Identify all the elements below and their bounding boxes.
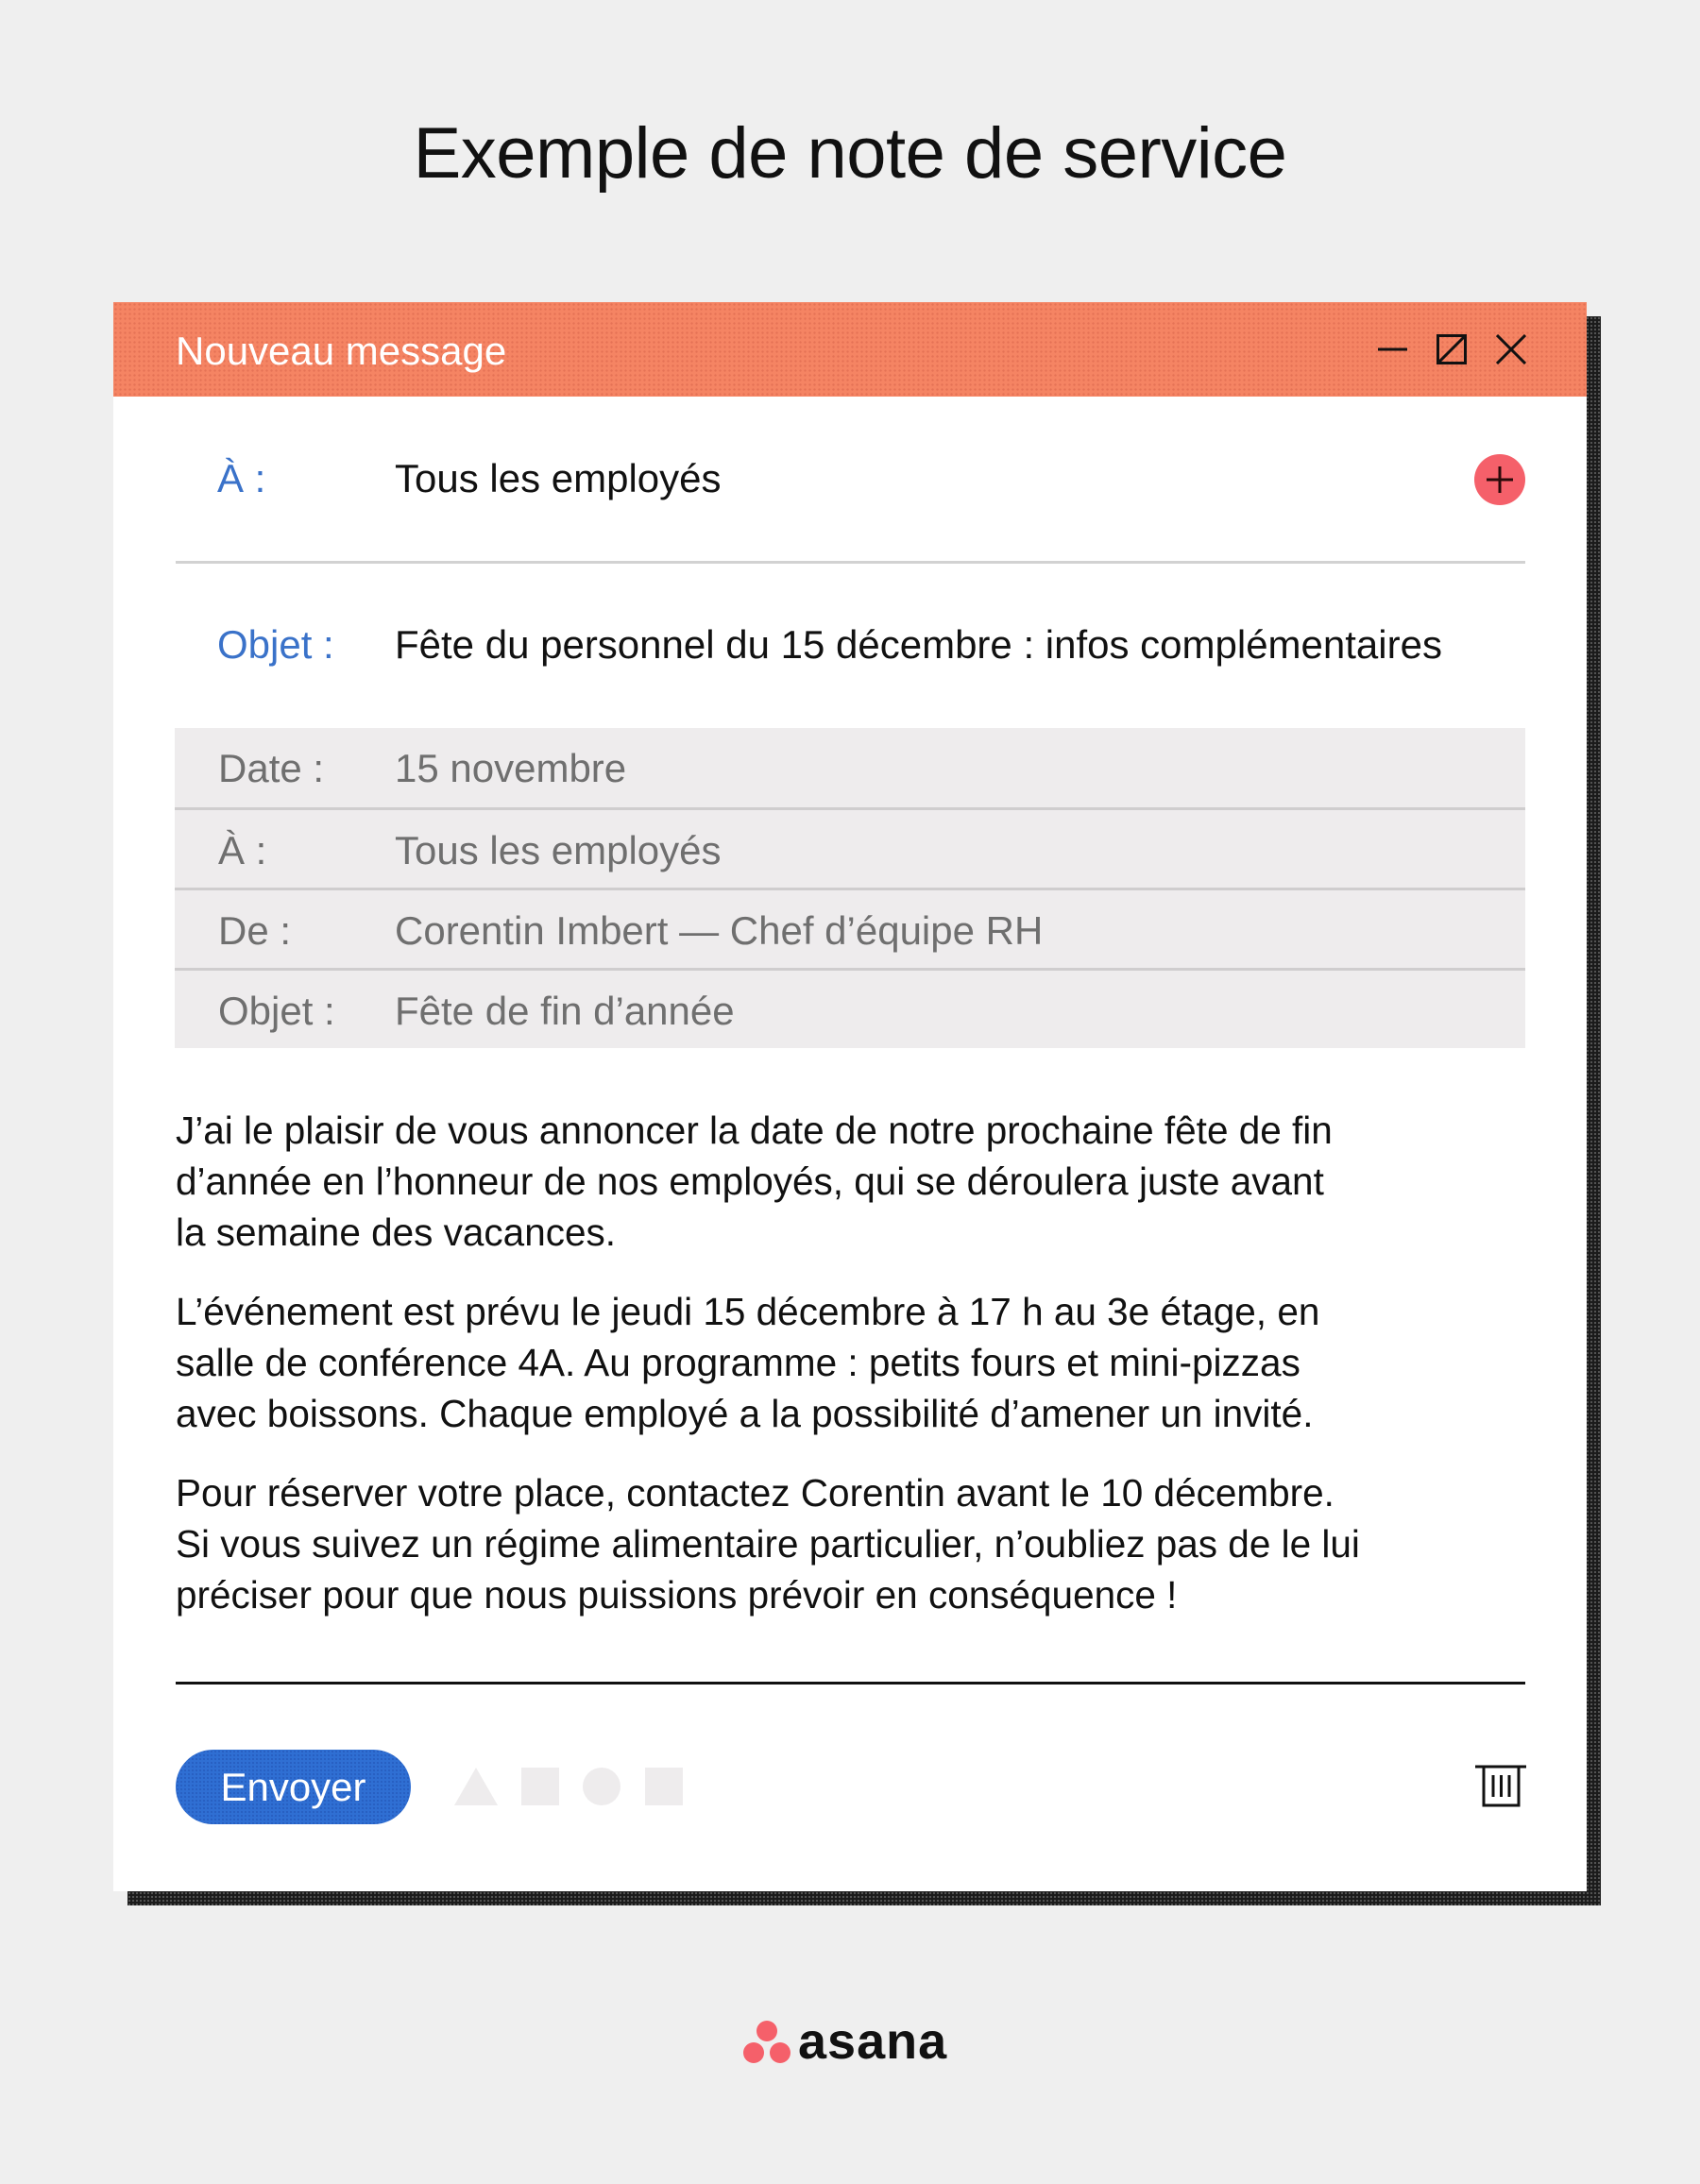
memo-label: Objet : — [218, 989, 335, 1033]
body-line: Pour réserver votre place, contactez Corentin avant le 10 décembre. — [176, 1471, 1334, 1515]
trash-icon — [1475, 1765, 1526, 1808]
subject-label: Objet : — [217, 622, 334, 667]
memo-row-date — [175, 728, 1525, 808]
body-paragraph — [176, 1105, 1498, 1258]
message-body[interactable] — [176, 1105, 1498, 1649]
memo-value: Fête de fin d’année — [395, 989, 735, 1033]
memo-header-table — [175, 728, 1525, 1048]
subject-field[interactable]: Fête du personnel du 15 décembre : infos complémentaires — [395, 622, 1442, 667]
close-button[interactable] — [1496, 334, 1526, 364]
memo-value: Corentin Imbert — Chef d’équipe RH — [395, 908, 1044, 953]
to-field[interactable]: Tous les employés — [395, 456, 722, 500]
minimize-icon — [1378, 334, 1408, 364]
close-icon — [1496, 334, 1526, 364]
footer-divider — [176, 1682, 1525, 1685]
window-titlebar[interactable] — [113, 302, 1587, 397]
memo-value: 15 novembre — [395, 746, 627, 790]
body-line: L’événement est prévu le jeudi 15 décembre à 17 h au 3e étage, en — [176, 1290, 1320, 1333]
body-line: Si vous suivez un régime alimentaire particulier, n’oubliez pas de le lui — [176, 1522, 1360, 1566]
body-paragraph — [176, 1286, 1498, 1439]
body-line: J’ai le plaisir de vous annoncer la date de notre prochaine fête de fin — [176, 1109, 1333, 1152]
format-tool-triangle[interactable] — [454, 1768, 492, 1805]
memo-row-to — [175, 807, 1525, 888]
page-title: Exemple de note de service — [413, 113, 1287, 194]
delete-button[interactable] — [1475, 1765, 1526, 1808]
memo-value: Tous les employés — [395, 828, 722, 872]
body-paragraph — [176, 1467, 1498, 1620]
format-tool-square[interactable] — [521, 1768, 559, 1805]
minimize-button[interactable] — [1378, 334, 1408, 364]
to-label: À : — [217, 456, 266, 500]
body-line: avec boissons. Chaque employé a la possibilité d’amener un invité. — [176, 1392, 1314, 1435]
body-line: la semaine des vacances. — [176, 1211, 617, 1254]
asana-dots-icon — [743, 2021, 790, 2064]
maximize-button[interactable] — [1436, 334, 1467, 364]
format-tool-square-2[interactable] — [645, 1768, 683, 1805]
body-line: salle de conférence 4A. Au programme : petits fours et mini-pizzas — [176, 1341, 1300, 1384]
field-divider — [176, 561, 1525, 564]
maximize-icon — [1436, 334, 1467, 364]
format-tool-circle[interactable] — [583, 1768, 620, 1805]
plus-icon — [1487, 466, 1513, 493]
triangle-icon — [454, 1768, 498, 1805]
memo-label: Date : — [218, 746, 325, 790]
memo-label: À : — [218, 828, 267, 872]
add-recipient-button[interactable] — [1474, 454, 1525, 505]
memo-row-subject — [175, 968, 1525, 1048]
body-line: d’année en l’honneur de nos employés, qui se déroulera juste avant — [176, 1160, 1324, 1203]
brand-name: asana — [798, 2013, 948, 2070]
asana-logo — [743, 2013, 970, 2070]
send-button[interactable]: Envoyer — [176, 1750, 411, 1824]
memo-row-from — [175, 888, 1525, 968]
window-title: Nouveau message — [176, 329, 507, 373]
memo-label: De : — [218, 908, 292, 953]
compose-window — [113, 302, 1587, 1891]
body-line: préciser pour que nous puissions prévoir en conséquence ! — [176, 1573, 1178, 1617]
